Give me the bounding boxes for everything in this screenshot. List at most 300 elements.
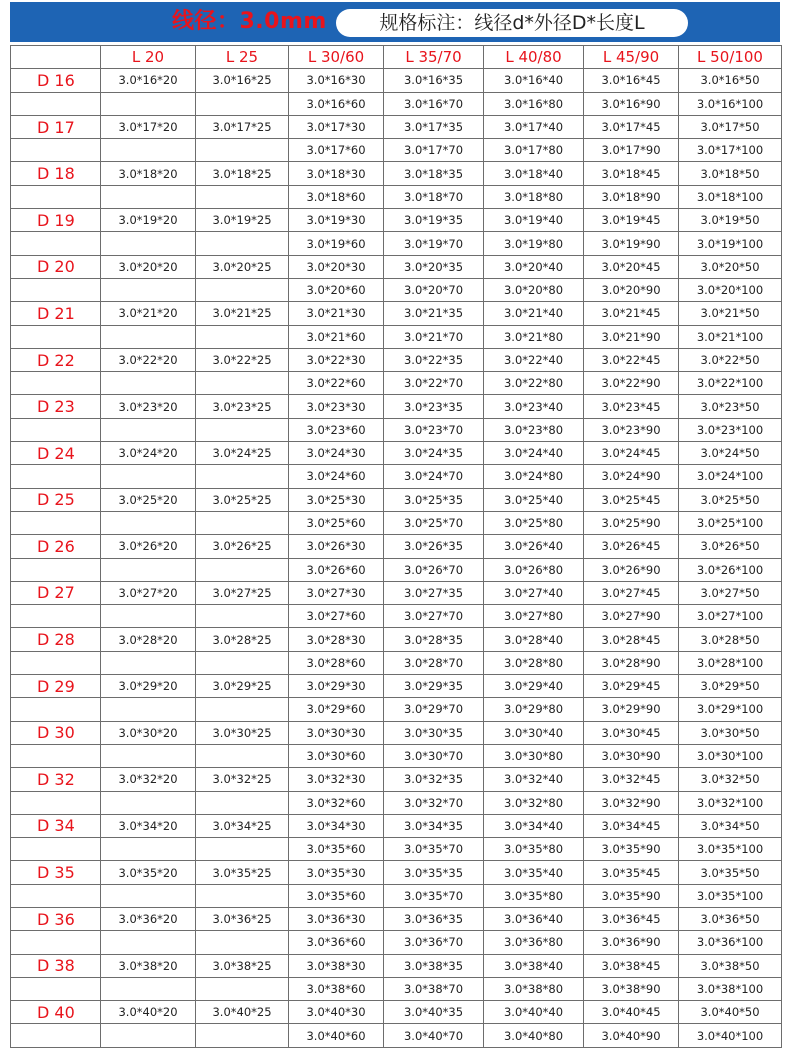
spec-cell: 3.0*28*90	[584, 651, 679, 674]
spec-cell: 3.0*35*35	[384, 861, 484, 884]
spec-cell: 3.0*25*20	[101, 488, 196, 511]
spec-cell: 3.0*36*90	[584, 931, 679, 954]
spec-cell: 3.0*23*20	[101, 395, 196, 418]
spec-cell: 3.0*38*20	[101, 954, 196, 977]
spec-cell: 3.0*22*90	[584, 372, 679, 395]
table-row	[11, 977, 782, 1000]
spec-cell: 3.0*22*60	[289, 372, 384, 395]
spec-cell: 3.0*19*40	[484, 209, 584, 232]
empty-cell	[101, 511, 196, 534]
outer-diameter-label: D 38	[11, 954, 101, 977]
empty-cell	[11, 605, 101, 628]
spec-cell: 3.0*24*100	[679, 465, 782, 488]
spec-note-text: 规格标注：线径d*外径D*长度L	[379, 12, 645, 34]
spec-cell: 3.0*24*40	[484, 442, 584, 465]
spec-cell: 3.0*32*40	[484, 768, 584, 791]
table-row	[11, 209, 782, 232]
spec-cell: 3.0*35*60	[289, 838, 384, 861]
empty-cell	[196, 325, 289, 348]
spec-cell: 3.0*38*45	[584, 954, 679, 977]
spec-cell: 3.0*30*30	[289, 721, 384, 744]
spec-cell: 3.0*28*60	[289, 651, 384, 674]
spec-cell: 3.0*35*25	[196, 861, 289, 884]
spec-cell: 3.0*28*30	[289, 628, 384, 651]
spec-cell: 3.0*16*100	[679, 92, 782, 115]
spec-cell: 3.0*17*90	[584, 139, 679, 162]
spec-cell: 3.0*17*25	[196, 115, 289, 138]
empty-cell	[101, 605, 196, 628]
empty-cell	[101, 977, 196, 1000]
outer-diameter-label: D 22	[11, 348, 101, 371]
spec-cell: 3.0*23*35	[384, 395, 484, 418]
spec-cell: 3.0*40*25	[196, 1001, 289, 1024]
table-row	[11, 791, 782, 814]
spec-cell: 3.0*29*35	[384, 675, 484, 698]
spec-cell: 3.0*20*90	[584, 278, 679, 301]
spec-cell: 3.0*24*25	[196, 442, 289, 465]
column-header: L 35/70	[384, 46, 484, 69]
table-row	[11, 185, 782, 208]
spec-cell: 3.0*34*20	[101, 814, 196, 837]
spec-cell: 3.0*19*60	[289, 232, 384, 255]
table-row	[11, 511, 782, 534]
outer-diameter-label: D 30	[11, 721, 101, 744]
spec-cell: 3.0*21*35	[384, 302, 484, 325]
outer-diameter-label: D 23	[11, 395, 101, 418]
spec-cell: 3.0*23*50	[679, 395, 782, 418]
empty-cell	[11, 325, 101, 348]
spec-cell: 3.0*19*90	[584, 232, 679, 255]
table-row	[11, 558, 782, 581]
spec-cell: 3.0*16*35	[384, 69, 484, 92]
spec-cell: 3.0*22*50	[679, 348, 782, 371]
empty-cell	[196, 372, 289, 395]
spec-cell: 3.0*30*25	[196, 721, 289, 744]
spec-cell: 3.0*28*35	[384, 628, 484, 651]
spec-cell: 3.0*35*80	[484, 884, 584, 907]
spec-cell: 3.0*26*80	[484, 558, 584, 581]
spec-cell: 3.0*40*100	[679, 1024, 782, 1047]
spec-cell: 3.0*16*25	[196, 69, 289, 92]
table-row	[11, 838, 782, 861]
spec-cell: 3.0*27*30	[289, 581, 384, 604]
table-body	[11, 69, 782, 1047]
spec-cell: 3.0*35*60	[289, 884, 384, 907]
spec-cell: 3.0*19*45	[584, 209, 679, 232]
spec-cell: 3.0*32*60	[289, 791, 384, 814]
spec-cell: 3.0*40*30	[289, 1001, 384, 1024]
empty-cell	[196, 838, 289, 861]
table-row	[11, 278, 782, 301]
column-header: L 50/100	[679, 46, 782, 69]
table-row	[11, 535, 782, 558]
table-row	[11, 418, 782, 441]
spec-cell: 3.0*36*40	[484, 907, 584, 930]
spec-cell: 3.0*30*60	[289, 744, 384, 767]
outer-diameter-label: D 35	[11, 861, 101, 884]
spec-cell: 3.0*38*100	[679, 977, 782, 1000]
spec-cell: 3.0*25*100	[679, 511, 782, 534]
spec-cell: 3.0*21*100	[679, 325, 782, 348]
spec-cell: 3.0*19*50	[679, 209, 782, 232]
spec-cell: 3.0*24*90	[584, 465, 679, 488]
table-row	[11, 232, 782, 255]
table-row	[11, 348, 782, 371]
table-row	[11, 302, 782, 325]
empty-cell	[196, 744, 289, 767]
outer-diameter-label: D 19	[11, 209, 101, 232]
spec-cell: 3.0*35*70	[384, 884, 484, 907]
spec-cell: 3.0*38*80	[484, 977, 584, 1000]
spec-cell: 3.0*28*25	[196, 628, 289, 651]
table-header-row	[11, 46, 782, 69]
empty-cell	[101, 465, 196, 488]
table-row	[11, 372, 782, 395]
spec-cell: 3.0*16*30	[289, 69, 384, 92]
outer-diameter-label: D 21	[11, 302, 101, 325]
table-row	[11, 581, 782, 604]
empty-cell	[196, 558, 289, 581]
spec-cell: 3.0*24*70	[384, 465, 484, 488]
wire-diameter-title: 线径：3.0mm	[172, 9, 327, 34]
spec-cell: 3.0*29*70	[384, 698, 484, 721]
spec-cell: 3.0*26*90	[584, 558, 679, 581]
spec-cell: 3.0*18*90	[584, 185, 679, 208]
spec-cell: 3.0*21*90	[584, 325, 679, 348]
outer-diameter-label: D 32	[11, 768, 101, 791]
empty-cell	[196, 977, 289, 1000]
table-row	[11, 139, 782, 162]
spec-cell: 3.0*20*70	[384, 278, 484, 301]
spec-cell: 3.0*19*25	[196, 209, 289, 232]
spec-cell: 3.0*18*60	[289, 185, 384, 208]
spec-note-badge	[336, 9, 688, 37]
outer-diameter-label: D 18	[11, 162, 101, 185]
spec-cell: 3.0*30*70	[384, 744, 484, 767]
empty-cell	[101, 1024, 196, 1047]
spec-cell: 3.0*23*45	[584, 395, 679, 418]
empty-cell	[101, 558, 196, 581]
table-row	[11, 628, 782, 651]
spec-cell: 3.0*26*25	[196, 535, 289, 558]
spec-cell: 3.0*19*20	[101, 209, 196, 232]
spec-cell: 3.0*16*40	[484, 69, 584, 92]
empty-cell	[101, 931, 196, 954]
empty-cell	[11, 1024, 101, 1047]
spec-cell: 3.0*20*100	[679, 278, 782, 301]
spec-cell: 3.0*17*80	[484, 139, 584, 162]
spec-cell: 3.0*26*70	[384, 558, 484, 581]
spec-cell: 3.0*32*90	[584, 791, 679, 814]
spec-cell: 3.0*23*30	[289, 395, 384, 418]
spec-cell: 3.0*22*40	[484, 348, 584, 371]
spec-cell: 3.0*21*80	[484, 325, 584, 348]
table-row	[11, 907, 782, 930]
spec-cell: 3.0*32*100	[679, 791, 782, 814]
spec-cell: 3.0*27*40	[484, 581, 584, 604]
spec-cell: 3.0*26*45	[584, 535, 679, 558]
empty-cell	[196, 791, 289, 814]
empty-cell	[11, 744, 101, 767]
spec-cell: 3.0*36*100	[679, 931, 782, 954]
empty-cell	[11, 418, 101, 441]
spec-cell: 3.0*17*50	[679, 115, 782, 138]
table-row	[11, 69, 782, 92]
outer-diameter-label: D 29	[11, 675, 101, 698]
spec-cell: 3.0*38*30	[289, 954, 384, 977]
spec-cell: 3.0*26*40	[484, 535, 584, 558]
spec-cell: 3.0*22*80	[484, 372, 584, 395]
spec-cell: 3.0*21*20	[101, 302, 196, 325]
spec-cell: 3.0*30*80	[484, 744, 584, 767]
spec-cell: 3.0*19*100	[679, 232, 782, 255]
table-row	[11, 488, 782, 511]
spec-cell: 3.0*17*20	[101, 115, 196, 138]
table-row	[11, 931, 782, 954]
table-row	[11, 162, 782, 185]
spec-cell: 3.0*36*25	[196, 907, 289, 930]
spec-cell: 3.0*25*25	[196, 488, 289, 511]
spec-cell: 3.0*27*80	[484, 605, 584, 628]
spec-cell: 3.0*27*100	[679, 605, 782, 628]
spec-cell: 3.0*18*50	[679, 162, 782, 185]
spec-cell: 3.0*25*60	[289, 511, 384, 534]
spec-cell: 3.0*26*50	[679, 535, 782, 558]
spec-cell: 3.0*17*45	[584, 115, 679, 138]
spec-cell: 3.0*22*25	[196, 348, 289, 371]
empty-cell	[11, 465, 101, 488]
spec-cell: 3.0*40*80	[484, 1024, 584, 1047]
table-row	[11, 698, 782, 721]
spec-cell: 3.0*38*90	[584, 977, 679, 1000]
spec-cell: 3.0*30*90	[584, 744, 679, 767]
empty-cell	[101, 139, 196, 162]
spec-cell: 3.0*16*80	[484, 92, 584, 115]
spec-cell: 3.0*28*40	[484, 628, 584, 651]
spec-cell: 3.0*26*20	[101, 535, 196, 558]
spec-cell: 3.0*40*70	[384, 1024, 484, 1047]
spec-cell: 3.0*35*30	[289, 861, 384, 884]
spec-cell: 3.0*24*60	[289, 465, 384, 488]
header-banner	[10, 2, 780, 42]
empty-cell	[101, 884, 196, 907]
spec-cell: 3.0*20*80	[484, 278, 584, 301]
empty-cell	[11, 92, 101, 115]
spec-cell: 3.0*25*50	[679, 488, 782, 511]
table-row	[11, 954, 782, 977]
spec-cell: 3.0*25*30	[289, 488, 384, 511]
spec-cell: 3.0*27*35	[384, 581, 484, 604]
spec-cell: 3.0*30*20	[101, 721, 196, 744]
spec-cell: 3.0*18*20	[101, 162, 196, 185]
spec-cell: 3.0*18*40	[484, 162, 584, 185]
empty-cell	[196, 511, 289, 534]
table-row	[11, 744, 782, 767]
spec-cell: 3.0*21*25	[196, 302, 289, 325]
outer-diameter-label: D 40	[11, 1001, 101, 1024]
spec-cell: 3.0*32*30	[289, 768, 384, 791]
empty-cell	[11, 884, 101, 907]
empty-cell	[196, 232, 289, 255]
spec-cell: 3.0*40*35	[384, 1001, 484, 1024]
spec-cell: 3.0*24*30	[289, 442, 384, 465]
spec-cell: 3.0*20*40	[484, 255, 584, 278]
spec-cell: 3.0*20*25	[196, 255, 289, 278]
spec-cell: 3.0*18*35	[384, 162, 484, 185]
spec-cell: 3.0*17*30	[289, 115, 384, 138]
spec-cell: 3.0*17*70	[384, 139, 484, 162]
spec-cell: 3.0*24*45	[584, 442, 679, 465]
table-row	[11, 721, 782, 744]
spec-cell: 3.0*20*20	[101, 255, 196, 278]
spec-cell: 3.0*22*30	[289, 348, 384, 371]
spec-cell: 3.0*30*40	[484, 721, 584, 744]
spec-cell: 3.0*30*100	[679, 744, 782, 767]
empty-cell	[196, 92, 289, 115]
spec-cell: 3.0*18*30	[289, 162, 384, 185]
spec-cell: 3.0*29*80	[484, 698, 584, 721]
spec-cell: 3.0*35*90	[584, 838, 679, 861]
spec-cell: 3.0*36*20	[101, 907, 196, 930]
outer-diameter-label: D 34	[11, 814, 101, 837]
table-row	[11, 255, 782, 278]
spec-cell: 3.0*18*45	[584, 162, 679, 185]
spec-cell: 3.0*34*45	[584, 814, 679, 837]
spec-cell: 3.0*26*60	[289, 558, 384, 581]
spec-cell: 3.0*29*25	[196, 675, 289, 698]
spec-cell: 3.0*17*40	[484, 115, 584, 138]
spec-cell: 3.0*27*25	[196, 581, 289, 604]
empty-cell	[11, 838, 101, 861]
spec-cell: 3.0*29*20	[101, 675, 196, 698]
spec-cell: 3.0*21*50	[679, 302, 782, 325]
spec-cell: 3.0*22*20	[101, 348, 196, 371]
table-row	[11, 861, 782, 884]
spec-cell: 3.0*24*80	[484, 465, 584, 488]
empty-cell	[11, 791, 101, 814]
spec-cell: 3.0*40*50	[679, 1001, 782, 1024]
spec-cell: 3.0*29*45	[584, 675, 679, 698]
spec-cell: 3.0*27*60	[289, 605, 384, 628]
spec-cell: 3.0*22*35	[384, 348, 484, 371]
spec-cell: 3.0*28*45	[584, 628, 679, 651]
spec-cell: 3.0*38*35	[384, 954, 484, 977]
spec-cell: 3.0*21*40	[484, 302, 584, 325]
outer-diameter-label: D 28	[11, 628, 101, 651]
spec-cell: 3.0*27*50	[679, 581, 782, 604]
empty-cell	[196, 418, 289, 441]
spec-cell: 3.0*17*60	[289, 139, 384, 162]
table-row	[11, 1001, 782, 1024]
spec-cell: 3.0*35*100	[679, 838, 782, 861]
spec-cell: 3.0*30*45	[584, 721, 679, 744]
spec-cell: 3.0*35*70	[384, 838, 484, 861]
spec-cell: 3.0*19*70	[384, 232, 484, 255]
empty-cell	[11, 698, 101, 721]
spec-cell: 3.0*23*80	[484, 418, 584, 441]
spec-cell: 3.0*25*35	[384, 488, 484, 511]
spec-cell: 3.0*25*45	[584, 488, 679, 511]
spec-cell: 3.0*35*100	[679, 884, 782, 907]
column-header: L 20	[101, 46, 196, 69]
empty-cell	[101, 418, 196, 441]
spec-cell: 3.0*21*60	[289, 325, 384, 348]
spec-cell: 3.0*19*35	[384, 209, 484, 232]
outer-diameter-label: D 17	[11, 115, 101, 138]
spec-cell: 3.0*16*45	[584, 69, 679, 92]
spec-cell: 3.0*16*50	[679, 69, 782, 92]
table-row	[11, 1024, 782, 1047]
spec-cell: 3.0*23*70	[384, 418, 484, 441]
table-row	[11, 92, 782, 115]
spec-cell: 3.0*18*100	[679, 185, 782, 208]
spec-cell: 3.0*25*70	[384, 511, 484, 534]
spec-cell: 3.0*23*90	[584, 418, 679, 441]
spec-cell: 3.0*23*100	[679, 418, 782, 441]
spec-cell: 3.0*35*80	[484, 838, 584, 861]
empty-cell	[11, 977, 101, 1000]
spec-cell: 3.0*26*100	[679, 558, 782, 581]
table-row	[11, 605, 782, 628]
spec-cell: 3.0*35*90	[584, 884, 679, 907]
spec-cell: 3.0*36*50	[679, 907, 782, 930]
empty-cell	[101, 698, 196, 721]
empty-cell	[196, 698, 289, 721]
spec-cell: 3.0*16*20	[101, 69, 196, 92]
column-header: L 45/90	[584, 46, 679, 69]
spec-cell: 3.0*36*30	[289, 907, 384, 930]
spec-cell: 3.0*40*20	[101, 1001, 196, 1024]
spec-cell: 3.0*32*50	[679, 768, 782, 791]
spec-cell: 3.0*40*90	[584, 1024, 679, 1047]
empty-cell	[196, 931, 289, 954]
empty-cell	[196, 884, 289, 907]
table-row	[11, 884, 782, 907]
empty-cell	[11, 651, 101, 674]
spec-cell: 3.0*36*35	[384, 907, 484, 930]
empty-cell	[11, 511, 101, 534]
empty-cell	[101, 92, 196, 115]
spec-cell: 3.0*16*70	[384, 92, 484, 115]
spec-cell: 3.0*18*80	[484, 185, 584, 208]
empty-cell	[101, 791, 196, 814]
spec-cell: 3.0*22*45	[584, 348, 679, 371]
table-row	[11, 115, 782, 138]
spec-cell: 3.0*38*40	[484, 954, 584, 977]
spec-cell: 3.0*34*50	[679, 814, 782, 837]
spec-cell: 3.0*35*45	[584, 861, 679, 884]
spec-cell: 3.0*34*30	[289, 814, 384, 837]
column-header: L 30/60	[289, 46, 384, 69]
spec-cell: 3.0*27*20	[101, 581, 196, 604]
spec-cell: 3.0*34*40	[484, 814, 584, 837]
spec-cell: 3.0*35*50	[679, 861, 782, 884]
outer-diameter-label: D 27	[11, 581, 101, 604]
spec-cell: 3.0*25*80	[484, 511, 584, 534]
table-row	[11, 395, 782, 418]
spec-cell: 3.0*38*50	[679, 954, 782, 977]
empty-cell	[101, 651, 196, 674]
spec-cell: 3.0*20*30	[289, 255, 384, 278]
spec-cell: 3.0*21*45	[584, 302, 679, 325]
empty-cell	[101, 838, 196, 861]
spec-cell: 3.0*18*70	[384, 185, 484, 208]
empty-cell	[11, 185, 101, 208]
spec-cell: 3.0*29*90	[584, 698, 679, 721]
spec-cell: 3.0*24*35	[384, 442, 484, 465]
column-header: L 25	[196, 46, 289, 69]
empty-cell	[11, 372, 101, 395]
